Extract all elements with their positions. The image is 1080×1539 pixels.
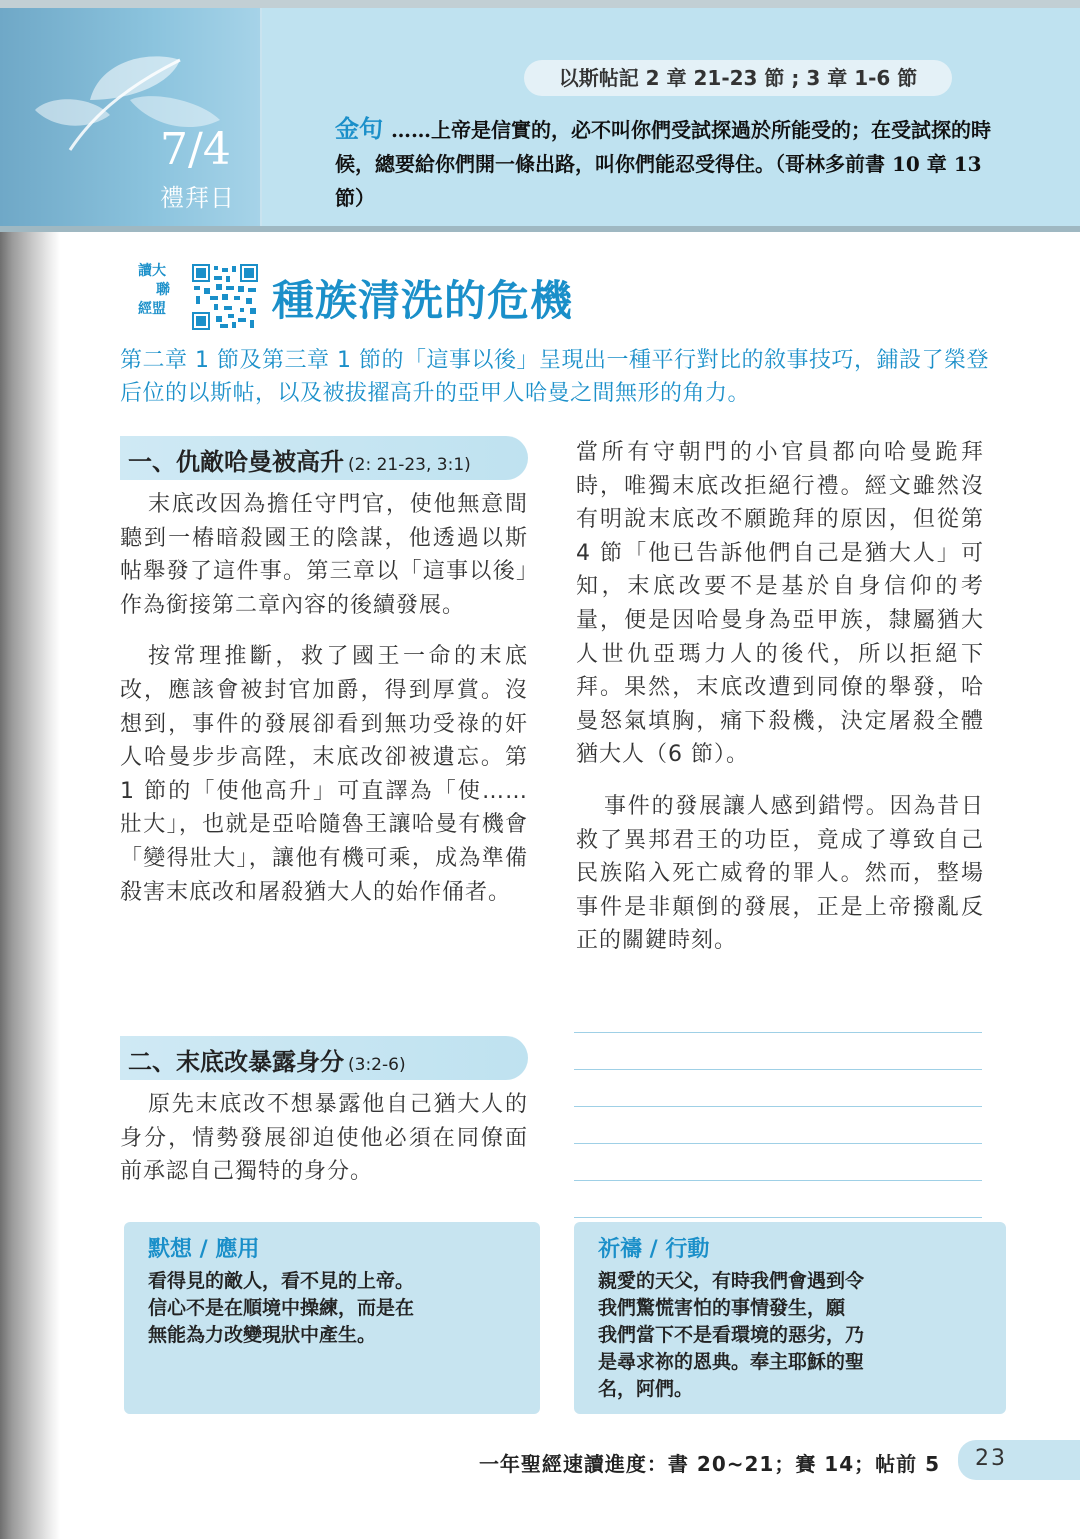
prayer-line: 我們當下不是看環境的惡劣，乃 [598, 1324, 865, 1346]
prayer-title: 祈禱 / 行動 [598, 1237, 710, 1262]
meditation-box [124, 1222, 540, 1414]
reading-progress: 一年聖經速讀進度：書 20~21；賽 14；帖前 5 [478, 1452, 940, 1476]
memory-verse [335, 112, 995, 215]
read-label-line: 經盟 [138, 301, 166, 317]
prayer-text [598, 1268, 864, 1403]
prayer-line: 是尋求祢的恩典。奉主耶穌的聖 [598, 1351, 865, 1373]
section-2-body [120, 1088, 528, 1189]
section-2-paragraph: 原先末底改不想暴露他自己猶大人的身分，情勢發展卻迫使他必須在同僚面前承認自己獨特的身分。 [120, 1092, 528, 1185]
meditation-line: 信心不是在順境中操練，而是在 [148, 1297, 415, 1319]
prayer-line: 名，阿們。 [598, 1378, 694, 1400]
weekday-label: 禮拜日 [160, 184, 235, 212]
verse-label: 金句 [335, 115, 383, 143]
note-line [574, 1180, 982, 1181]
section-2-heading [120, 1036, 528, 1080]
prayer-box [574, 1222, 1006, 1414]
verse-text: ……上帝是信實的，必不叫你們受試探過於所能受的；在受試探的時候，總要給你們開一條出路，叫你們能忍受得住。（哥林多前書 10 章 13 節） [335, 118, 991, 210]
section-1-paragraph: 按常理推斷，救了國王一命的末底改，應該會被封官加爵，得到厚賞。沒想到，事件的發展卻看到無功受祿的奸人哈曼步步高陞，末底改卻被遺忘。第 1 節的「使他高升」可直譯為「使……壯大」，也就是亞哈隨魯王讓哈曼有機會「變得壯大」，讓他有機可乘，成為準備殺害末底改和屠殺猶大人的始作俑者。 [120, 644, 528, 905]
note-line [574, 1143, 982, 1144]
page-title: 種族清洗的危機 [272, 276, 574, 325]
prayer-line: 我們驚慌害怕的事情發生，願 [598, 1297, 846, 1319]
intro-paragraph: 第二章 1 節及第三章 1 節的「這事以後」呈現出一種平行對比的敘事技巧，鋪設了榮登后位的以斯帖，以及被拔擢高升的亞甲人哈曼之間無形的角力。 [120, 348, 989, 406]
section-1-paragraph: 末底改因為擔任守門官，使他無意間聽到一樁暗殺國王的陰謀，他透過以斯帖舉發了這件事。第三章以「這事以後」作為銜接第二章內容的後續發展。 [120, 492, 528, 618]
read-alliance-label [138, 262, 190, 319]
section-2-title: 二、末底改暴露身分 [128, 1048, 344, 1076]
meditation-text [148, 1268, 414, 1349]
meditation-title: 默想 / 應用 [148, 1237, 260, 1262]
prayer-line: 親愛的天父，有時我們會遇到令 [598, 1270, 865, 1292]
meditation-line: 看得見的敵人，看不見的上帝。 [148, 1270, 415, 1292]
page-number: 23 [975, 1446, 1007, 1471]
read-label-line: 讀大 [138, 263, 166, 279]
section-1-ref: (2: 21-23, 3:1) [348, 455, 471, 475]
section-1-title: 一、仇敵哈曼被高升 [128, 448, 344, 476]
right-paragraph: 事件的發展讓人感到錯愕。因為昔日救了異邦君王的功臣，竟成了導致自己民族陷入死亡威脅的罪人。然而，整場事件是非顛倒的發展，正是上帝撥亂反正的關鍵時刻。 [576, 793, 984, 954]
meditation-line: 無能為力改變現狀中產生。 [148, 1324, 377, 1346]
top-strip [0, 0, 1080, 8]
right-paragraph: 當所有守朝門的小官員都向哈曼跪拜時，唯獨末底改拒絕行禮。經文雖然沒有明說末底改不願跪拜的原因，但從第 4 節「他已告訴他們自己是猶大人」可知，末底改要不是基於自身信仰的考量，便是因哈曼身為亞甲族，隸屬猶大人世仇亞瑪力人的後代，所以拒絕下拜。果然，末底改遭到同僚的舉發，哈曼怒氣填胸，痛下殺機，決定屠殺全體猶大人（6 節）。 [576, 440, 984, 768]
section-2-ref: (3:2-6) [348, 1055, 406, 1075]
note-line [574, 1106, 982, 1107]
note-line [574, 1069, 982, 1070]
section-1-body [120, 488, 528, 909]
note-line [574, 1032, 982, 1033]
note-line [574, 1217, 982, 1218]
qr-code-icon[interactable] [192, 264, 258, 330]
read-label-line: 聯 [156, 282, 170, 298]
reading-reference: 以斯帖記 2 章 21-23 節 ; 3 章 1-6 節 [524, 60, 952, 96]
section-1-heading [120, 436, 528, 480]
date-label: 7/4 [160, 124, 231, 175]
header-divider [0, 226, 1080, 232]
right-column-body [576, 436, 984, 958]
